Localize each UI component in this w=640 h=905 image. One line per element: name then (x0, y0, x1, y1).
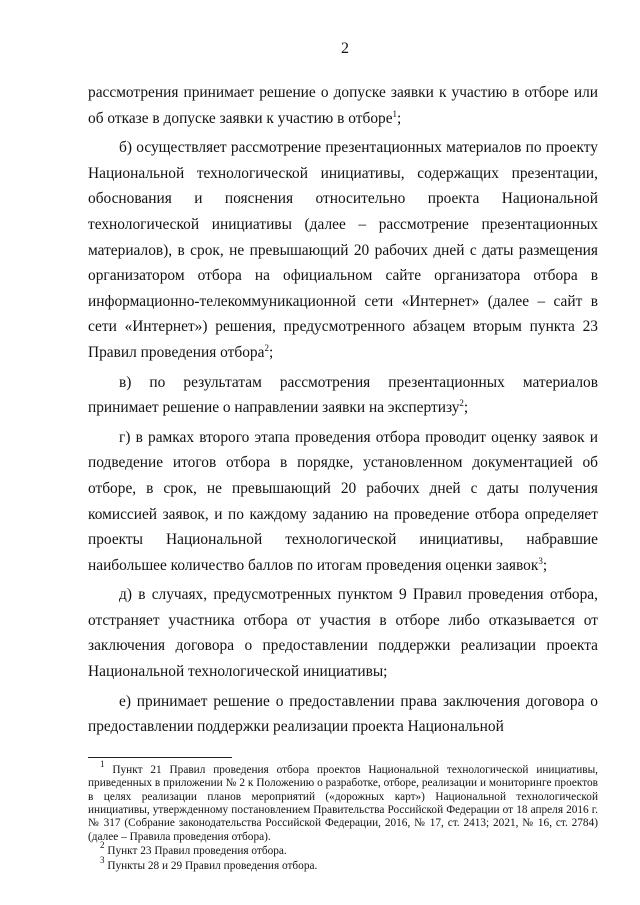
footnote-mark: 2 (100, 840, 105, 851)
footnote-text: Пункт 21 Правил проведения отбора проектов Национальной технологической инициативы, приведенных в приложении № 2 к Положению о разработке, отборе, реализации и мониторинге проектов в целях реализации планов мероприятий («дорожных карт») Национальной технологической инициативы, утвержденному постановлением Правительства Российской Федерации от 18 апреля 2016 г. № 317 (Собрание законодательства Российской Федерации, 2016, № 17, ст. 2413; 2021, № 16, ст. 2784) (далее – Правила проведения отбора). (88, 763, 599, 843)
paragraph-item-e (88, 689, 598, 740)
paragraph-text: рассмотрения принимает решение о допуске заявки к участию в отборе или об отказе в допуске заявки к участию в отборе (88, 84, 598, 127)
footnote-mark: 1 (100, 758, 105, 769)
footnote-mark: 3 (100, 854, 105, 865)
footnote-ref[interactable]: 2 (459, 398, 464, 409)
paragraph-item-v (88, 370, 598, 421)
paragraph-item-b (88, 135, 598, 365)
body-text (88, 80, 598, 740)
paragraph-text: в) по результатам рассмотрения презентационных материалов принимает решение о направлении заявки на экспертизу (88, 373, 598, 417)
paragraph-text: е) принимает решение о предоставлении права заключения договора о предоставлении поддержки реализации проекта Национальной (88, 692, 598, 736)
page-number: 2 (341, 40, 349, 57)
paragraph-text: д) в случаях, предусмотренных пунктом 9 Правил проведения отбора, отстраняет участника отбора от участия в отборе либо отказывается от заключения договора о предоставлении поддержки реализации проекта Национальной технологической инициативы; (88, 586, 598, 681)
paragraph-continuation (88, 80, 598, 131)
paragraph-tail: ; (542, 556, 548, 574)
footnote-1 (88, 758, 599, 844)
paragraph-tail: ; (463, 399, 469, 417)
paragraph-tail: ; (397, 109, 402, 127)
paragraph-item-g (88, 425, 598, 579)
footnote-2 (88, 840, 598, 858)
footnote-ref[interactable]: 3 (538, 555, 543, 566)
footnote-divider (88, 757, 232, 758)
footnote-ref[interactable]: 1 (392, 108, 398, 119)
paragraph-text: б) осуществляет рассмотрение презентационных материалов по проекту Национальной технологической инициативы, содержащих презентации, обоснования и пояснения относительно проекта Национальной технологической инициативы (далее – рассмотрение презентационных материалов), в срок, не превышающий 20 рабочих дней с даты размещения организатором отбора на официальном сайте организатора отбора в информационно-телекоммуникационной сети «Интернет» (далее – сайт в сети «Интернет») решения, предусмотренного абзацем вторым пункта 23 Правил проведения отбора (88, 139, 598, 361)
footnote-ref[interactable]: 2 (264, 342, 269, 353)
footnote-text: Пункт 23 Правил проведения отбора. (107, 845, 287, 858)
paragraph-item-d (88, 582, 598, 684)
footnotes (88, 758, 599, 873)
paragraph-text: г) в рамках второго этапа проведения отбора проводит оценку заявок и подведение итогов отбора в порядке, установленном документацией об отборе, в срок, не превышающий 20 рабочих дней с даты получения комиссией заявок, и по каждому заданию на проведение отбора определяет проекты Национальной технологической инициативы, набравшие наибольшее количество баллов по итогам проведения оценки заявок (88, 428, 598, 574)
footnote-text: Пункты 28 и 29 Правил проведения отбора. (107, 859, 318, 872)
paragraph-tail: ; (268, 343, 274, 361)
footnote-3 (88, 854, 598, 873)
